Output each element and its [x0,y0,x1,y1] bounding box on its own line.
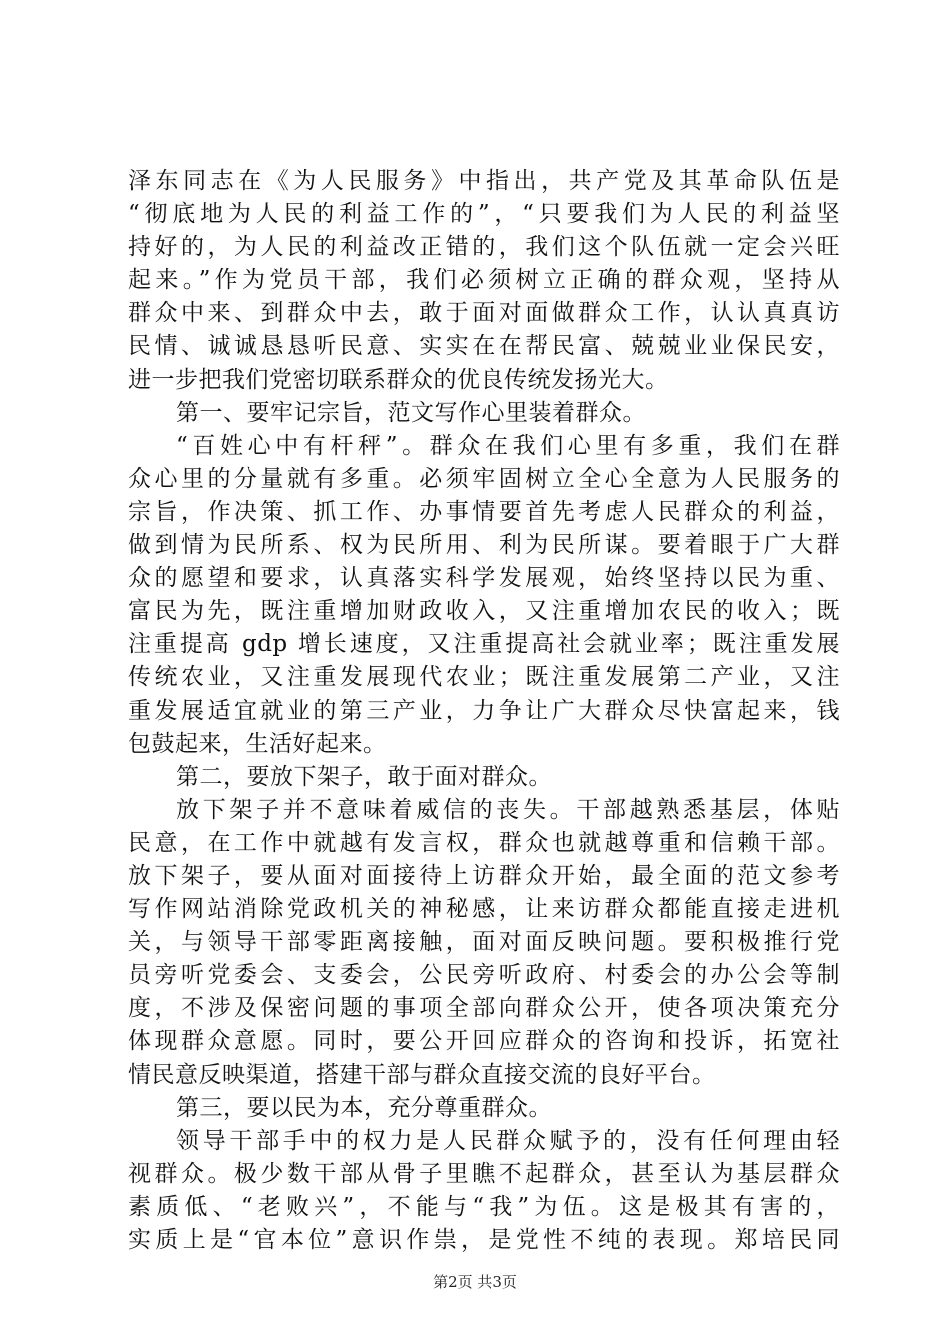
text-line: 起来。”作为党员干部，我们必须树立正确的群众观，坚持从 [128,267,840,294]
text-line: 民情、诚诚恳恳听民意、实实在在帮民富、兢兢业业保民安， [128,333,840,360]
text-line: “彻底地为人民的利益工作的”，“只要我们为人民的利益坚 [128,201,840,228]
text-line: 泽东同志在《为人民服务》中指出，共产党及其革命队伍是 [128,168,840,194]
text-line: 度，不涉及保密问题的事项全部向群众公开，使各项决策充分 [128,995,840,1022]
text-line: 领导干部手中的权力是人民群众赋予的，没有任何理由轻 [176,1127,840,1154]
text-line: 众的愿望和要求，认真落实科学发展观，始终坚持以民为重、 [128,565,840,592]
text-line: 重发展适宜就业的第三产业，力争让广大群众尽快富起来，钱 [128,697,840,724]
text-line: 实质上是“官本位”意识作祟，是党性不纯的表现。郑培民同 [128,1227,840,1253]
text-line: 员旁听党委会、支委会，公民旁听政府、村委会的办公会等制 [128,962,840,989]
text-line: 传统农业，又注重发展现代农业；既注重发展第二产业，又注 [128,664,840,691]
text-line: 情民意反映渠道，搭建干部与群众直接交流的良好平台。 [128,1061,716,1088]
text-line: 众心里的分量就有多重。必须牢固树立全心全意为人民服务的 [128,465,840,492]
text-line: 民意，在工作中就越有发言权，群众也就越尊重和信赖干部。 [128,829,840,856]
text-line: 放下架子，要从面对面接待上访群众开始，最全面的范文参考 [128,862,840,889]
text-line: 第三，要以民为本，充分尊重群众。 [176,1094,552,1121]
text-line: 做到情为民所系、权为民所用、利为民所谋。要着眼于广大群 [128,532,840,559]
text-line: 素质低、“老败兴”，不能与“我”为伍。这是极其有害的， [128,1193,840,1220]
text-line: 富民为先，既注重增加财政收入，又注重增加农民的收入；既 [128,598,840,625]
text-line: 写作网站消除党政机关的神秘感，让来访群众都能直接走进机 [128,896,840,923]
text-line: “百姓心中有杆秤”。群众在我们心里有多重，我们在群 [176,432,840,459]
text-line: 宗旨，作决策、抓工作、办事情要首先考虑人民群众的利益， [128,498,840,525]
text-line: 第二，要放下架子，敢于面对群众。 [176,763,552,790]
text-line: 持好的，为人民的利益改正错的，我们这个队伍就一定会兴旺 [128,234,840,261]
text-line: 群众中来、到群众中去，敢于面对面做群众工作，认认真真访 [128,300,840,327]
page-number-footer: 第2页 共3页 [433,1273,517,1291]
text-line: 关，与领导干部零距离接触，面对面反映问题。要积极推行党 [128,929,840,956]
text-line: 包鼓起来，生活好起来。 [128,730,387,757]
text-line: 进一步把我们党密切联系群众的优良传统发扬光大。 [128,366,669,393]
text-line: 放下架子并不意味着威信的丧失。干部越熟悉基层，体贴 [176,796,840,823]
text-line: 视群众。极少数干部从骨子里瞧不起群众，甚至认为基层群众 [128,1160,840,1187]
text-line: 体现群众意愿。同时，要公开回应群众的咨询和投诉，拓宽社 [128,1028,840,1055]
text-line: 注重提高 gdp 增长速度，又注重提高社会就业率；既注重发展 [128,631,840,658]
text-line: 第一、要牢记宗旨，范文写作心里装着群众。 [176,399,646,426]
body-text [128,165,840,1257]
